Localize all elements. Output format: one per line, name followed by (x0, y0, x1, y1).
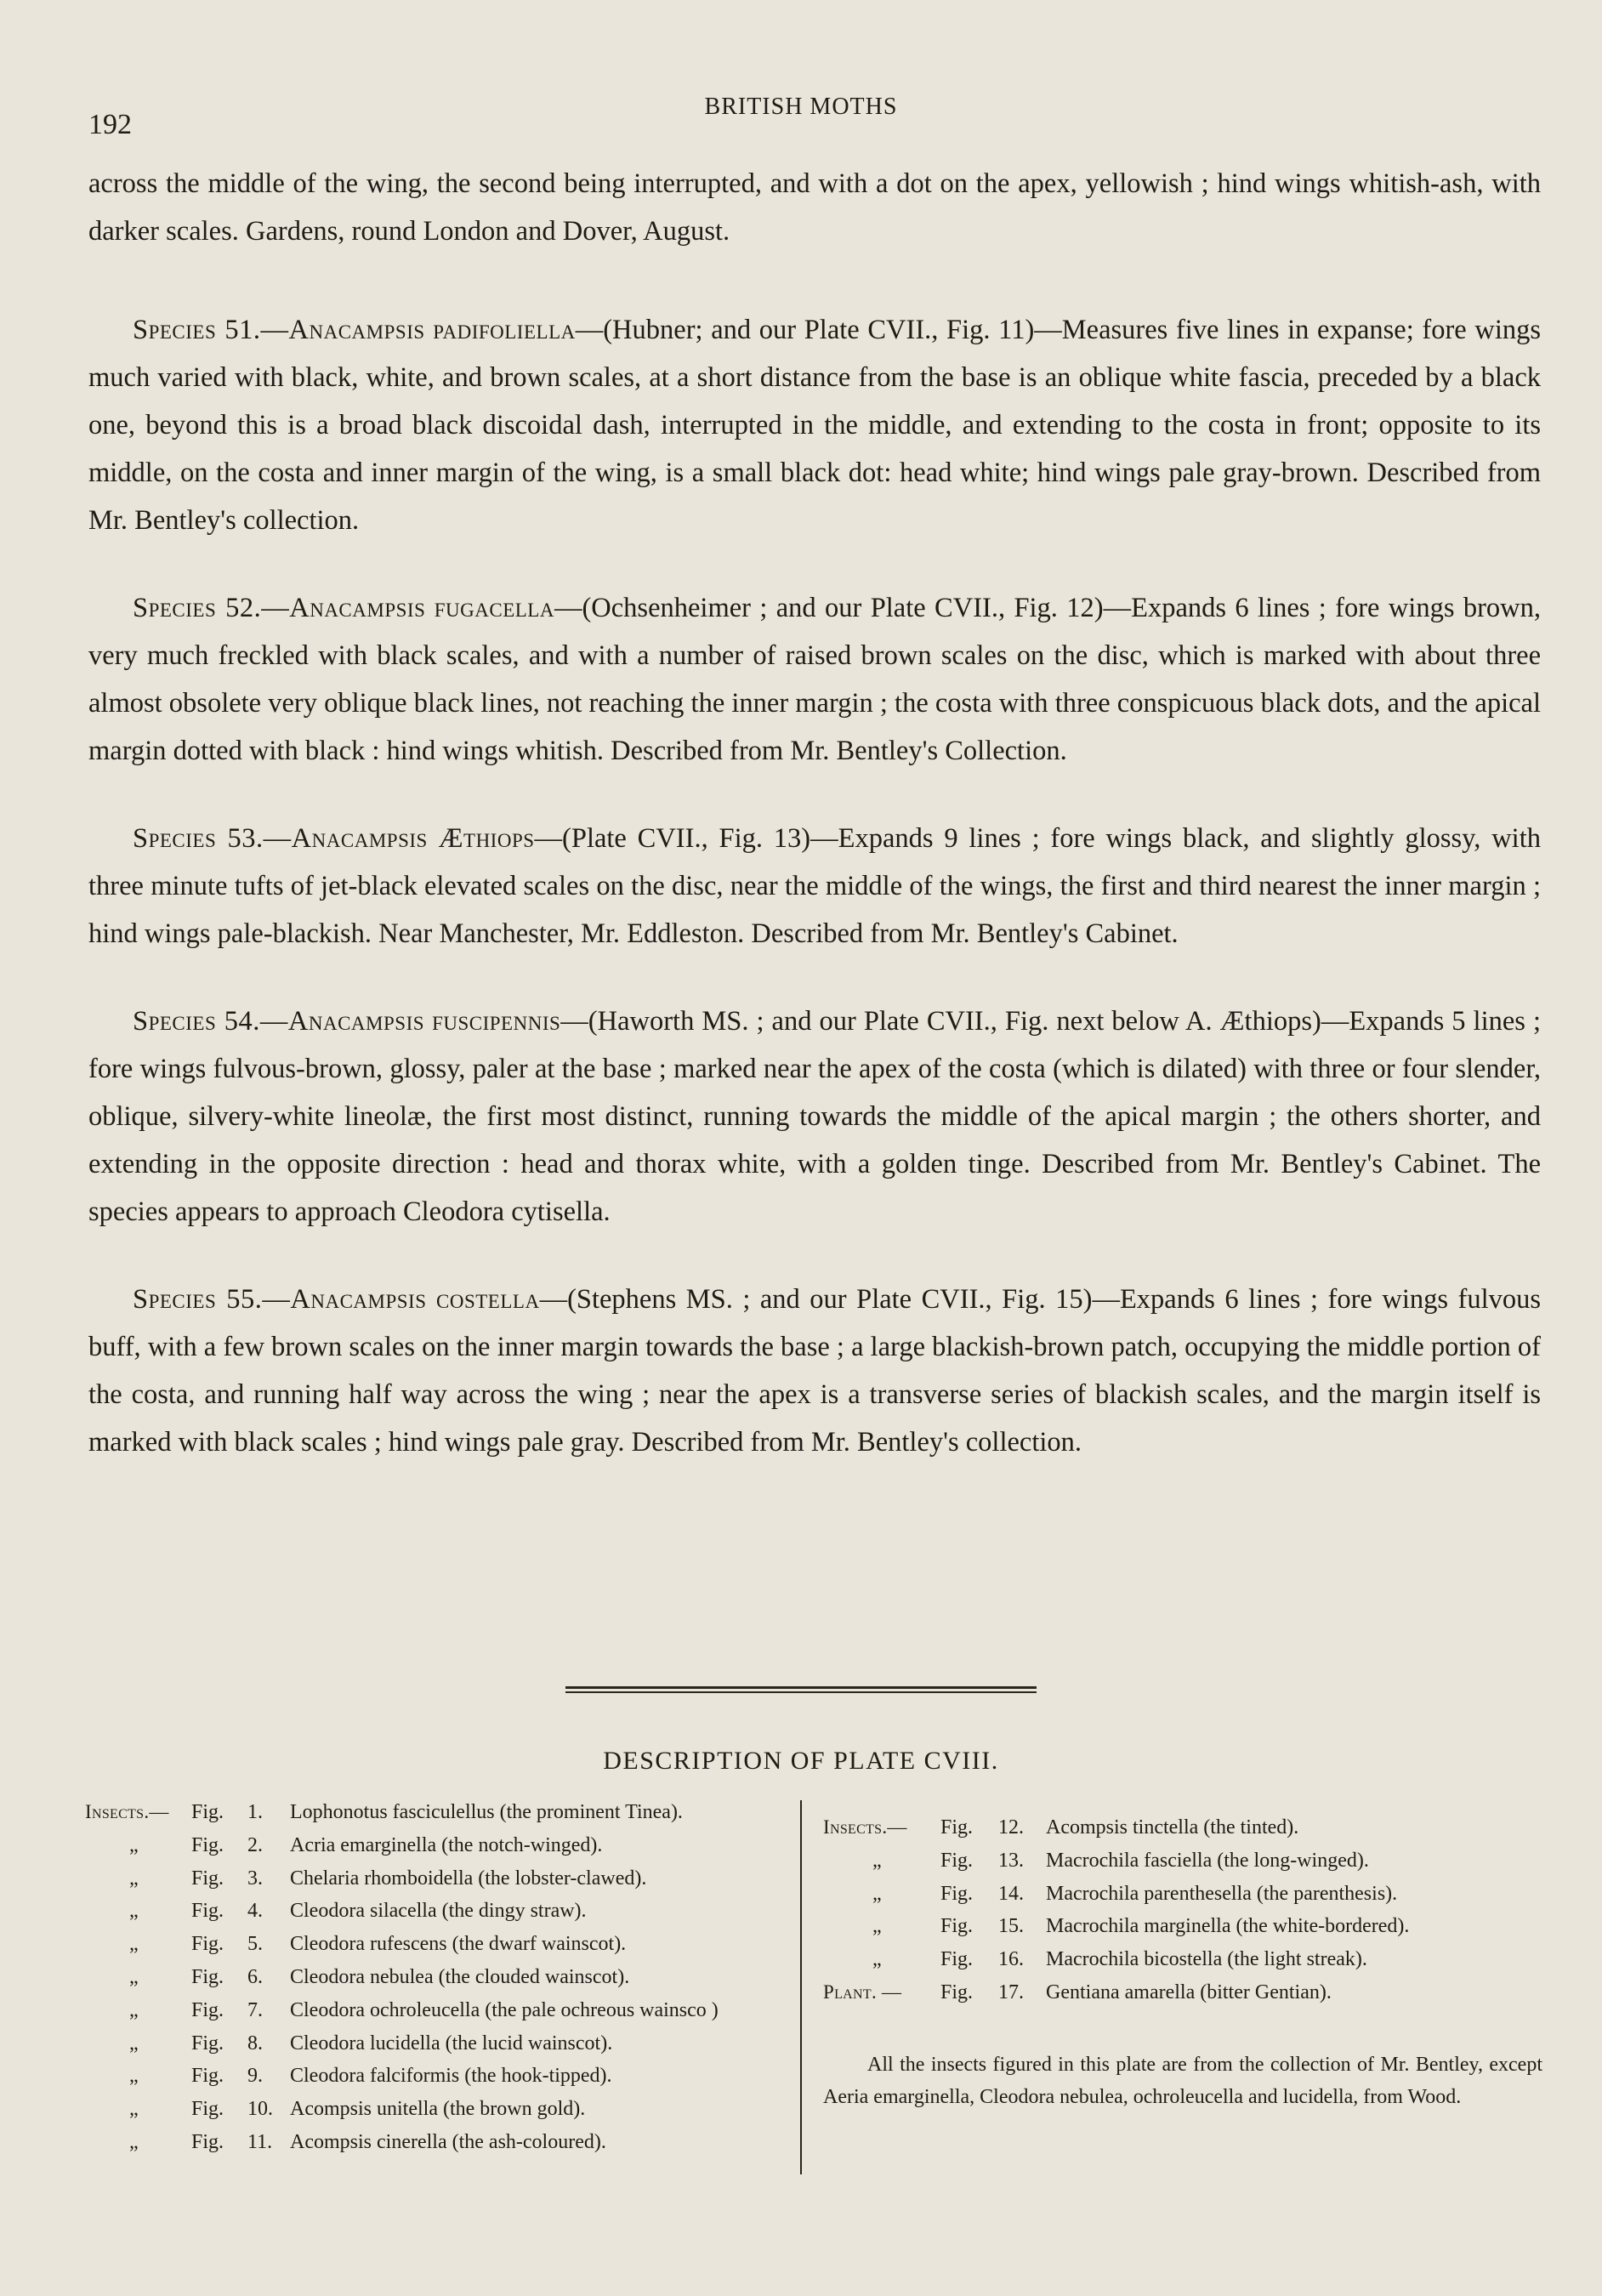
species-51-paragraph (88, 306, 1541, 544)
species-heading: Species 53.—Anacampsis (133, 823, 428, 854)
species-55-paragraph (88, 1276, 1541, 1466)
species-heading: Species 51.—Anacampsis (133, 315, 425, 345)
plate-figure-list-left (85, 1796, 799, 2159)
figure-entry: Plant. — Fig. 17. Gentiana amarella (bitter Gentian). (823, 1981, 1332, 2003)
paragraph-text: —(Plate CVII., Fig. 13)—Expands 9 lines ; fore wings black, and slightly glossy, with three minute tufts of jet-black elevated scales on the disc, near the middle of the wings, the first and third nearest the inner margin ; hind wings pale-blackish. Near Manchester, Mr. Eddleston. Described from Mr. Bentley's Cabinet. (88, 823, 1541, 949)
figure-entry: „ Fig. 8. Cleodora lucidella (the lucid wainscot). (129, 2032, 613, 2054)
figure-entry: „ Fig. 14. Macrochila parenthesella (the parenthesis). (872, 1882, 1398, 1905)
species-name: costella (436, 1284, 540, 1315)
species-53-paragraph (88, 815, 1541, 958)
column-divider (800, 1800, 802, 2174)
figure-entry: Insects.— Fig. 12. Acompsis tinctella (the tinted). (823, 1816, 1299, 1839)
species-name: fuscipennis (432, 1006, 561, 1037)
figure-entry: „ Fig. 6. Cleodora nebulea (the clouded wainscot). (129, 1965, 630, 1988)
paragraph-text: —(Ochsenheimer ; and our Plate CVII., Fig. 12)—Expands 6 lines ; fore wings brown, very much freckled with black scales, and with a number of raised brown scales on the disc, which is marked with about three almost obsolete very oblique black lines, not reaching the inner margin ; the costa with three conspicuous black dots, and the apical margin dotted with black : hind wings whitish. Described from Mr. Bentley's Collection. (88, 593, 1541, 766)
figure-entry: „ Fig. 7. Cleodora ochroleucella (the pale ochreous wainsco ) (129, 1998, 719, 2021)
figure-entry: „ Fig. 16. Macrochila bicostella (the light streak). (872, 1948, 1367, 1971)
figure-entry: „ Fig. 9. Cleodora falciformis (the hook-tipped). (129, 2065, 612, 2088)
page-number: 192 (88, 109, 132, 140)
paragraph-text: —(Hubner; and our Plate CVII., Fig. 11)—Measures five lines in expanse; fore wings much varied with black, white, and brown scales, at a short distance from the base is an oblique white fascia, preceded by a black one, beyond this is a broad black discoidal dash, interrupted in the middle, and extending to the costa in front; opposite to its middle, on the costa and inner margin of the wing, is a small black dot: head white; hind wings pale gray-brown. Described from Mr. Bentley's collection. (88, 315, 1542, 536)
figure-entry: „ Fig. 15. Macrochila marginella (the white-bordered). (872, 1915, 1410, 1938)
plate-description-title: DESCRIPTION OF PLATE CVIII. (603, 1747, 999, 1775)
figure-entry: „ Fig. 11. Acompsis cinerella (the ash-coloured). (129, 2130, 606, 2153)
species-heading: Species 54.—Anacampsis (133, 1006, 425, 1037)
plate-figure-list-right (823, 1811, 1542, 2134)
species-54-paragraph (88, 997, 1541, 1236)
species-52-paragraph (88, 584, 1541, 775)
species-name: padifoliella (433, 315, 576, 345)
body-text (88, 160, 1541, 1506)
section-divider-rule (565, 1686, 1037, 1695)
species-name: Æthiops (438, 823, 535, 854)
running-title: BRITISH MOTHS (704, 94, 898, 120)
figure-entry: Insects.— Fig. 1. Lophonotus fasciculellus (the prominent Tinea). (85, 1801, 683, 1823)
running-head (85, 90, 1517, 140)
species-name: fugacella (434, 593, 554, 623)
paragraph-text: across the middle of the wing, the second being interrupted, and with a dot on the apex, yellowish ; hind wings whitish-ash, with darker scales. Gardens, round London and Dover, August. (88, 168, 1541, 247)
figure-entry: „ Fig. 2. Acria emarginella (the notch-winged). (129, 1833, 603, 1856)
species-heading: Species 55.—Anacampsis (133, 1284, 427, 1315)
figure-entry: „ Fig. 5. Cleodora rufescens (the dwarf wainscot). (129, 1933, 627, 1956)
plate-note: All the insects figured in this plate are from the collection of Mr. Bentley, except Aeria emarginella, Cleodora nebulea, ochroleucella and lucidella, from Wood. (823, 2053, 1542, 2108)
paragraph-text: —(Stephens MS. ; and our Plate CVII., Fig. 15)—Expands 6 lines ; fore wings fulvous buff, with a few brown scales on the inner margin towards the base ; a large blackish-brown patch, occupying the middle portion of the costa, and running half way across the wing ; near the apex is a transverse series of blackish scales, and the margin itself is marked with black scales ; hind wings pale gray. Described from Mr. Bentley's collection. (88, 1284, 1541, 1458)
figure-entry: „ Fig. 4. Cleodora silacella (the dingy straw). (129, 1900, 587, 1923)
paragraph-text: —(Haworth MS. ; and our Plate CVII., Fig. next below A. Æthiops)—Expands 5 lines ; fore wings fulvous-brown, glossy, paler at the base ; marked near the apex of the costa (which is dilated) with three or four slender, oblique, silvery-white lineolæ, the first most distinct, running towards the middle of the apical margin ; the others shorter, and extending in the opposite direction : head and thorax white, with a golden tinge. Described from Mr. Bentley's Cabinet. The species appears to approach Cleodora cytisella. (88, 1006, 1541, 1227)
figure-entry: „ Fig. 13. Macrochila fasciella (the long-winged). (872, 1849, 1369, 1872)
species-heading: Species 52.—Anacampsis (133, 593, 426, 623)
figure-entry: „ Fig. 3. Chelaria rhomboidella (the lobster-clawed). (129, 1867, 647, 1890)
figure-entry: „ Fig. 10. Acompsis unitella (the brown gold). (129, 2098, 586, 2121)
paragraph-continuation (88, 160, 1541, 255)
